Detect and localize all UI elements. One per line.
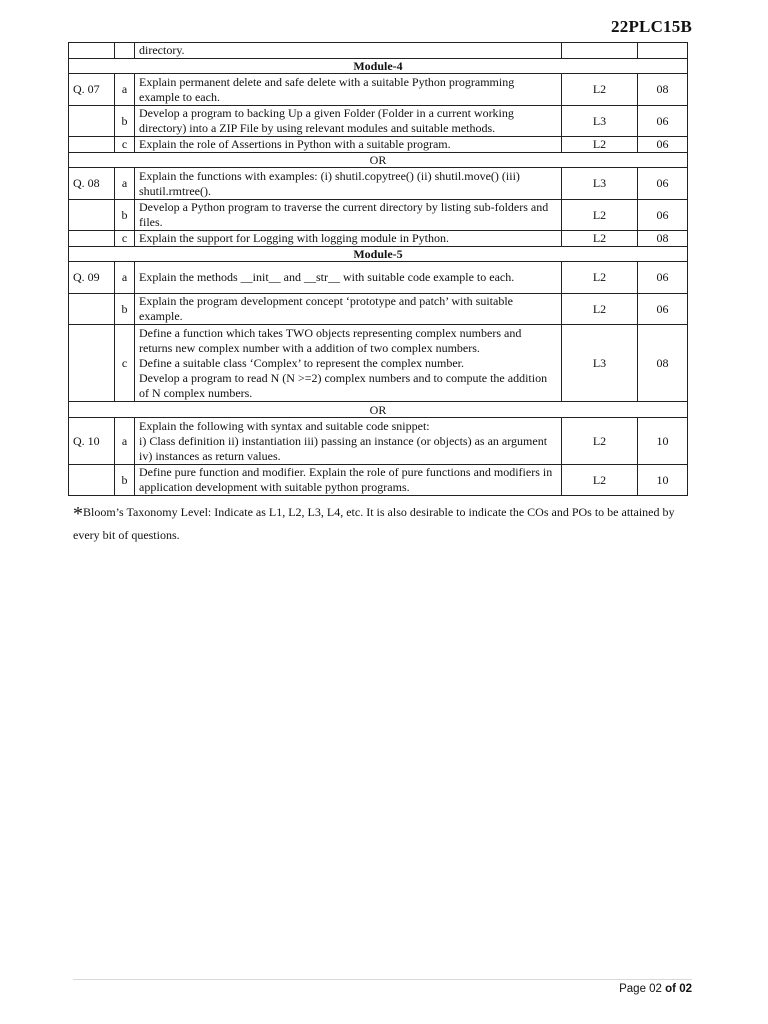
question-row [69, 465, 688, 496]
sub-question-letter: a [115, 168, 135, 200]
question-number: Q. 07 [69, 74, 115, 106]
marks: 06 [638, 294, 688, 325]
blooms-level: L3 [562, 325, 638, 402]
question-number: Q. 08 [69, 168, 115, 200]
question-row [69, 325, 688, 402]
sub-question-letter: a [115, 418, 135, 465]
blooms-level: L2 [562, 465, 638, 496]
blooms-level: L2 [562, 418, 638, 465]
question-number [69, 137, 115, 153]
page-number-prefix: Page 02 [619, 983, 666, 995]
blooms-level: L2 [562, 294, 638, 325]
question-row [69, 43, 688, 59]
question-row [69, 168, 688, 200]
question-text: Explain the role of Assertions in Python with a suitable program. [135, 137, 562, 153]
blooms-level: L2 [562, 137, 638, 153]
blooms-level [562, 43, 638, 59]
question-text: Explain the functions with examples: (i) shutil.copytree() (ii) shutil.move() (iii) shutil.rmtree(). [135, 168, 562, 200]
question-row [69, 137, 688, 153]
page-number-suffix: of 02 [665, 983, 692, 995]
question-text: Develop a program to backing Up a given Folder (Folder in a current working directory) into a ZIP File by using relevant modules and suitable methods. [135, 106, 562, 137]
footer-rule [73, 979, 692, 980]
marks [638, 43, 688, 59]
question-row [69, 74, 688, 106]
page-number [619, 983, 692, 995]
or-row [69, 402, 688, 418]
question-row [69, 418, 688, 465]
blooms-level: L3 [562, 106, 638, 137]
sub-question-letter: a [115, 74, 135, 106]
marks: 06 [638, 106, 688, 137]
or-separator: OR [69, 402, 688, 418]
question-row [69, 294, 688, 325]
question-number [69, 231, 115, 247]
question-row [69, 231, 688, 247]
question-number [69, 325, 115, 402]
blooms-level: L3 [562, 168, 638, 200]
marks: 06 [638, 200, 688, 231]
sub-question-letter: b [115, 106, 135, 137]
question-number: Q. 10 [69, 418, 115, 465]
sub-question-letter: b [115, 465, 135, 496]
or-row [69, 153, 688, 168]
marks: 08 [638, 231, 688, 247]
sub-question-letter: b [115, 200, 135, 231]
question-text: Explain the program development concept ‘prototype and patch’ with suitable example. [135, 294, 562, 325]
question-row [69, 262, 688, 294]
question-row [69, 200, 688, 231]
question-number [69, 294, 115, 325]
question-text: Explain the methods __init__ and __str__ with suitable code example to each. [135, 262, 562, 294]
sub-question-letter: c [115, 325, 135, 402]
question-text: Define pure function and modifier. Explain the role of pure functions and modifiers in application development with suitable python programs. [135, 465, 562, 496]
marks: 08 [638, 74, 688, 106]
marks: 06 [638, 262, 688, 294]
or-separator: OR [69, 153, 688, 168]
question-number [69, 200, 115, 231]
question-text: Develop a Python program to traverse the current directory by listing sub-folders and files. [135, 200, 562, 231]
module-header-row [69, 247, 688, 262]
question-text: Explain permanent delete and safe delete with a suitable Python programming example to each. [135, 74, 562, 106]
sub-question-letter: c [115, 137, 135, 153]
paper-code: 22PLC15B [611, 17, 692, 36]
question-text: Explain the support for Logging with logging module in Python. [135, 231, 562, 247]
blooms-level: L2 [562, 74, 638, 106]
question-row [69, 106, 688, 137]
module-header-row [69, 59, 688, 74]
question-number [69, 43, 115, 59]
footnote-star: * [73, 503, 83, 525]
blooms-level: L2 [562, 200, 638, 231]
marks: 06 [638, 168, 688, 200]
question-number [69, 465, 115, 496]
blooms-level: L2 [562, 262, 638, 294]
module-header: Module-4 [69, 59, 688, 74]
marks: 08 [638, 325, 688, 402]
module-header: Module-5 [69, 247, 688, 262]
question-text: Define a function which takes TWO objects representing complex numbers and returns new complex number with a addition of two complex numbers. Define a suitable class ‘Complex’ to represent the complex number. Develop a program to read N (N >=2) complex numbers and to compute the addition of N complex numbers. [135, 325, 562, 402]
sub-question-letter: a [115, 262, 135, 294]
marks: 10 [638, 465, 688, 496]
sub-question-letter [115, 43, 135, 59]
question-table [68, 42, 688, 496]
question-text: directory. [135, 43, 562, 59]
marks: 06 [638, 137, 688, 153]
question-number [69, 106, 115, 137]
sub-question-letter: b [115, 294, 135, 325]
question-number: Q. 09 [69, 262, 115, 294]
footnote [73, 502, 693, 546]
marks: 10 [638, 418, 688, 465]
blooms-level: L2 [562, 231, 638, 247]
footnote-text: Bloom’s Taxonomy Level: Indicate as L1, L2, L3, L4, etc. It is also desirable to indicate the COs and POs to be attained by every bit of questions. [73, 505, 675, 542]
sub-question-letter: c [115, 231, 135, 247]
question-text: Explain the following with syntax and suitable code snippet: i) Class definition ii) instantiation iii) passing an instance (or objects) as an argument iv) instances as return values. [135, 418, 562, 465]
